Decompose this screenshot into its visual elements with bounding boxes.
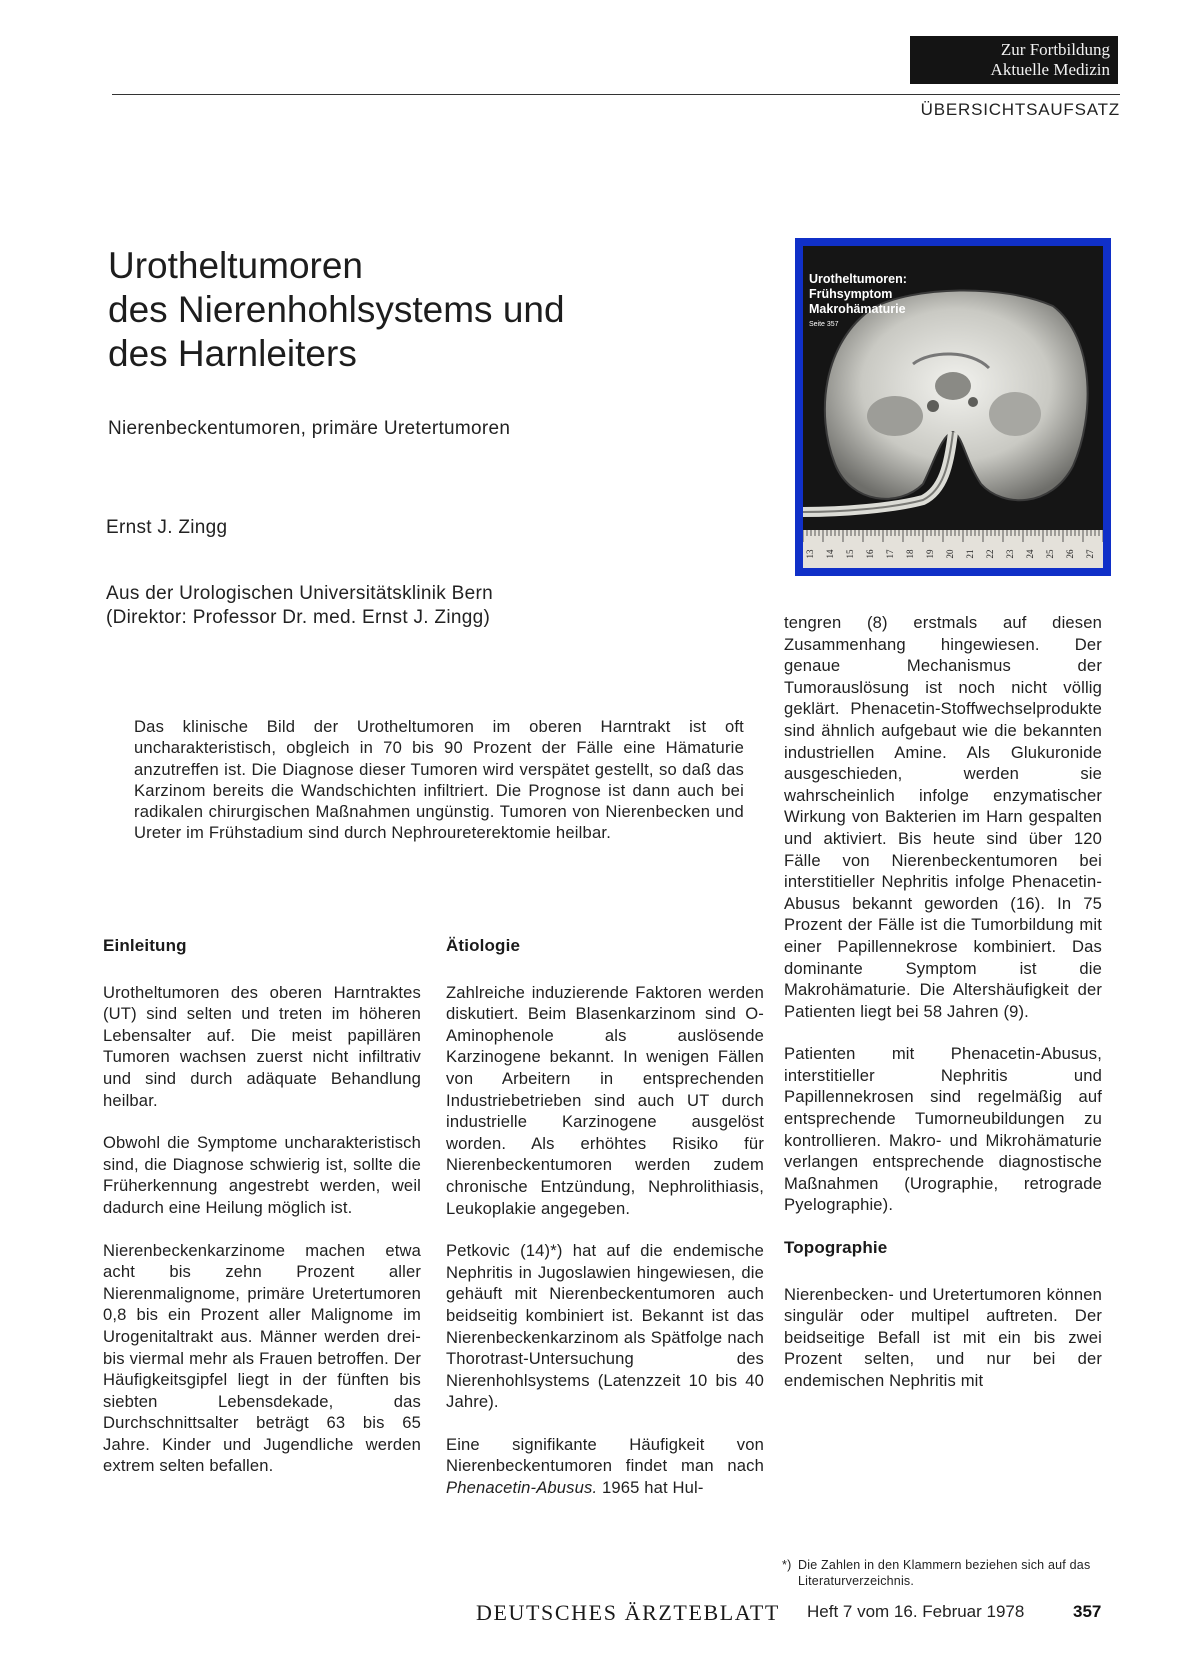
cover-title-line-1: Urotheltumoren: xyxy=(809,272,907,286)
kicker-line-2: Aktuelle Medizin xyxy=(990,60,1110,79)
ruler-number: 23 xyxy=(1005,549,1015,559)
paragraph xyxy=(446,1434,764,1499)
ruler-number: 13 xyxy=(805,549,815,559)
abstract: Das klinische Bild der Urotheltumoren im oberen Harntrakt ist oft uncharakteristisch, obgleich in 70 bis 90 Prozent der Fälle eine Hämaturie anzutreffen ist. Die Diagnose dieser Tumoren wird verspätet gestellt, so daß das Karzinom bereits die Wandschichten infiltriert. Die Prognose ist dann auch bei radikalen chirurgischen Maßnahmen ungünstig. Tumoren von Nierenbecken und Ureter im Frühstadium sind durch Nephroureterektomie heilbar. xyxy=(134,717,744,843)
ruler-number: 27 xyxy=(1085,549,1095,559)
footnote xyxy=(782,1557,1108,1589)
cover-page-ref: Seite 357 xyxy=(809,321,839,328)
ruler-number: 24 xyxy=(1025,549,1035,559)
paragraph: Nierenbecken- und Uretertumoren können singulär oder multipel auftreten. Der beidseitige Befall ist mit ein bis zwei Prozent selten, und nur bei der endemischen Nephritis mit xyxy=(784,1284,1102,1390)
section-label: ÜBERSICHTSAUFSATZ xyxy=(920,100,1120,119)
title-line-1: Urotheltumoren xyxy=(108,245,364,286)
column-3 xyxy=(784,612,1102,1392)
ruler-number: 17 xyxy=(885,549,895,559)
paragraph: tengren (8) erstmals auf diesen Zusammenhang hingewiesen. Der genaue Mechanismus der Tumorauslösung ist noch nicht völlig geklärt. Phenacetin-Stoffwechselprodukte sind ähnlich aufgebaut wie die bekannten industriellen Amine. Als Glukuronide ausgeschieden, werden sie wahrscheinlich infolge enzymatischer Wirkung von Bakterien im Harn gespalten und aktiviert. Bis heute sind über 120 Fälle von Nierenbeckentumoren bei interstitieller Nephritis infolge Phenacetin-Abusus bekannt geworden (16). In 75 Prozent der Fälle ist die Tumorbildung mit einer Papillennekrose kombiniert. Das dominante Symptom ist die Makrohämaturie. Die Altershäufigkeit der Patienten liegt bei 58 Jahren (9). xyxy=(784,613,1102,1021)
paragraph: Obwohl die Symptome uncharakteristisch sind, die Diagnose schwierig ist, sollte die Früherkennung angestrebt werden, weil dadurch eine Heilung möglich ist. xyxy=(103,1133,421,1217)
heading-aetiologie: Ätiologie xyxy=(446,936,521,955)
ruler-number: 14 xyxy=(825,549,835,559)
kicker-line-1: Zur Fortbildung xyxy=(1000,40,1110,59)
paragraph: Petkovic (14)*) hat auf die endemische Nephritis in Jugoslawien hingewiesen, die gehäuft mit Nierenbeckentumoren auch beidseitig kombiniert ist. Bekannt ist das Nierenbeckenkarzinom als Spätfolge nach Thorotrast-Untersuchung des Nierenhohlsystems (Latenzzeit 10 bis 40 Jahre). xyxy=(446,1241,764,1412)
paragraph: Nierenbeckenkarzinome machen etwa acht bis zehn Prozent aller Nierenmalignome, primäre Uretertumoren 0,8 bis ein Prozent aller Malignome im Urogenitaltrakt aus. Männer werden drei- bis viermal mehr als Frauen betroffen. Der Häufigkeitsgipfel liegt in der fünften bis siebten Lebensdekade, das Durchschnittsalter beträgt 63 bis 65 Jahre. Kinder und Jugendliche werden extrem selten befallen. xyxy=(103,1240,421,1476)
paragraph: Zahlreiche induzierende Faktoren werden diskutiert. Beim Blasenkarzinom sind O-Aminophenole als auslösende Karzinogene bekannt. In wenigen Fällen von Arbeitern in entsprechenden Industriebetrieben sind auch UT durch industrielle Karzinogene ausgelöst worden. Als erhöhtes Risiko für Nierenbeckentumoren werden zudem chronische Entzündung, Nephrolithiasis, Leukoplakie angegeben. xyxy=(446,982,764,1218)
article-title xyxy=(108,244,668,376)
article-subtitle: Nierenbeckentumoren, primäre Uretertumoren xyxy=(108,418,511,439)
ruler-number: 22 xyxy=(985,549,995,559)
title-line-2: des Nierenhohlsystems und xyxy=(108,289,565,330)
column-2 xyxy=(446,935,764,1499)
paragraph-text: 1965 hat Hul- xyxy=(601,1478,704,1498)
column-1 xyxy=(103,935,421,1477)
page-number: 357 xyxy=(1073,1602,1102,1621)
affiliation-line-1: Aus der Urologischen Universitätsklinik Bern xyxy=(106,583,494,604)
journal-name: DEUTSCHES ÄRZTEBLATT xyxy=(476,1600,780,1625)
cover-title-line-3: Makrohämaturie xyxy=(809,302,906,316)
cover-photo xyxy=(803,246,1103,568)
section-kicker-box xyxy=(910,36,1118,84)
header-rule xyxy=(112,94,1120,95)
author-affiliation xyxy=(106,582,493,630)
paragraph-text: Eine signifikante Häufigkeit von Nierenbeckentumoren findet man nach xyxy=(446,1434,764,1476)
heading-topographie: Topographie xyxy=(784,1238,888,1258)
affiliation-line-2: (Direktor: Professor Dr. med. Ernst J. Zingg) xyxy=(106,607,491,628)
cover-title xyxy=(809,272,907,332)
paragraph: Urotheltumoren des oberen Harntraktes (UT) sind selten und treten im höheren Lebensalter auf. Die meist papillären Tumoren wachsen zuerst nicht infiltrativ und sind durch adäquate Behandlung heilbar. xyxy=(103,982,421,1110)
footnote-text: Die Zahlen in den Klammern beziehen sich auf das Literaturverzeichnis. xyxy=(798,1558,1091,1588)
ruler-scale xyxy=(803,530,1103,568)
ruler-number: 19 xyxy=(925,549,935,559)
cover-title-line-2: Frühsymptom xyxy=(809,287,893,301)
ruler-number: 18 xyxy=(905,549,915,559)
title-line-3: des Harnleiters xyxy=(108,333,357,374)
paragraph: Patienten mit Phenacetin-Abusus, interstitieller Nephritis und Papillennekrosen sind regelmäßig auf entsprechende Tumorneubildungen zu kontrollieren. Makro- und Mikrohämaturie verlangen entsprechende diagnostische Maßnahmen (Urographie, retrograde Pyelographie). xyxy=(784,1044,1102,1215)
author-name: Ernst J. Zingg xyxy=(106,517,228,538)
heading-einleitung: Einleitung xyxy=(103,936,187,955)
emphasis-phenacetin-abusus: Phenacetin-Abusus. xyxy=(446,1478,598,1498)
measuring-ruler xyxy=(803,530,1103,568)
ruler-number: 20 xyxy=(945,549,955,559)
footnote-mark: *) xyxy=(782,1558,792,1572)
ruler-number: 26 xyxy=(1065,549,1075,559)
ruler-number: 25 xyxy=(1045,549,1055,559)
cover-image xyxy=(795,238,1111,576)
ruler-number: 16 xyxy=(865,549,875,559)
ruler-number: 15 xyxy=(845,549,855,559)
ruler-number: 21 xyxy=(965,549,975,559)
issue-info: Heft 7 vom 16. Februar 1978 xyxy=(807,1602,1025,1621)
